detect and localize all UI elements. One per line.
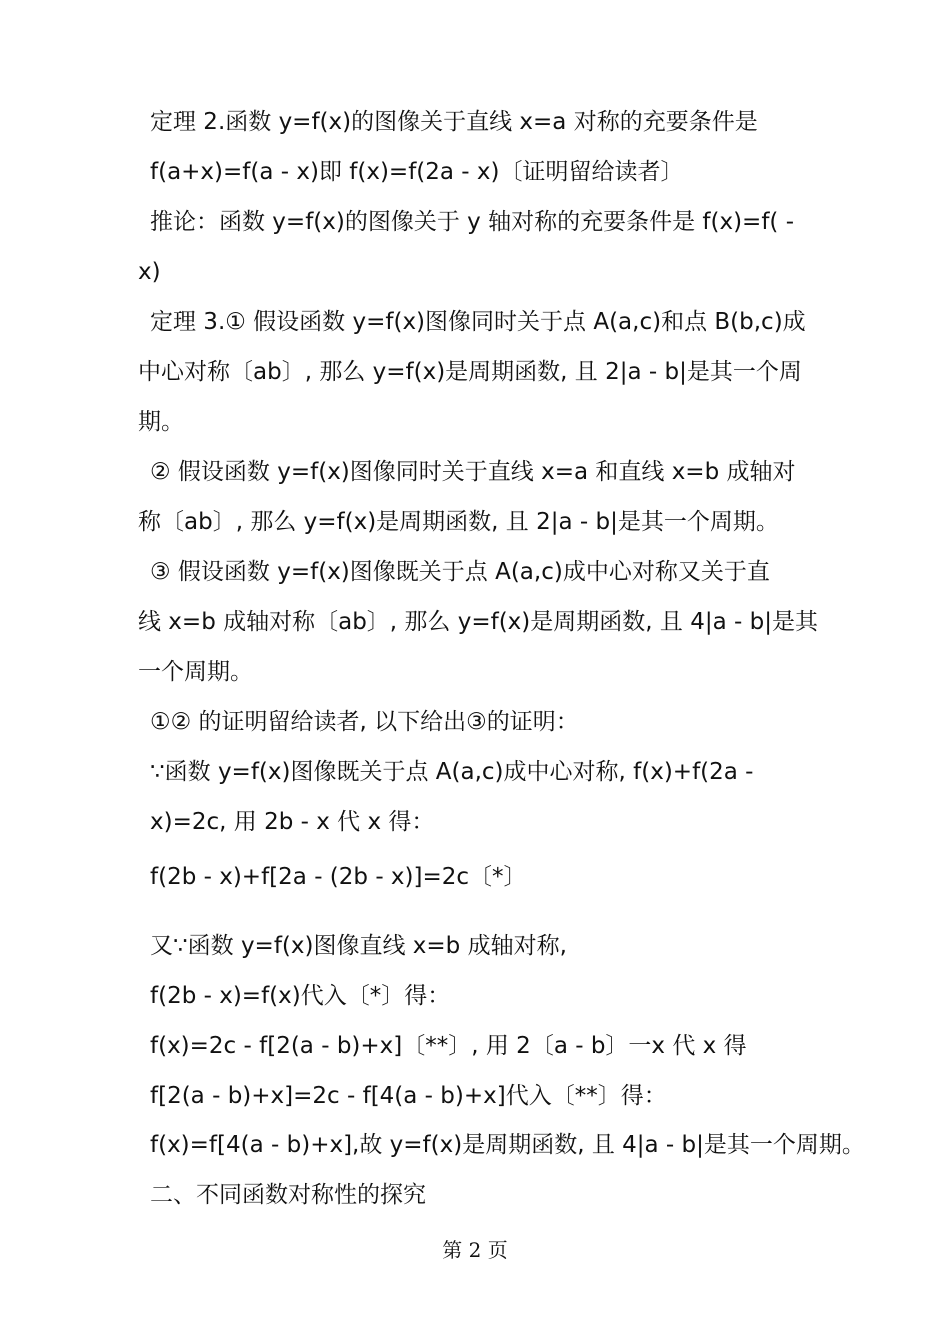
proof-intro-line: ①② 的证明留给读者, 以下给出③的证明： (150, 709, 579, 735)
corollary-line-1: 推论：函数 y=f(x)的图像关于 y 轴对称的充要条件是 f(x)=f( - (150, 209, 794, 235)
proof-line-4: f(2b - x)=f(x)代入〔*〕得： (150, 983, 451, 1009)
theorem-3-line-3: 期。 (138, 409, 184, 435)
page-number: 第 2 页 (442, 1238, 508, 1262)
proof-line-5: f(x)=2c - f[2(a - b)+x]〔**〕, 用 2〔a - b〕一x 代 x 得 (150, 1033, 747, 1059)
proof-conclusion-line: f(x)=f[4(a - b)+x],故 y=f(x)是周期函数, 且 4|a - b|是其一个周期。 (150, 1132, 865, 1158)
item-3-line-2: 线 x=b 成轴对称〔ab〕, 那么 y=f(x)是周期函数, 且 4|a - b|是其 (138, 609, 818, 635)
corollary-line-2: x) (138, 259, 161, 285)
item-3-line-1: ③ 假设函数 y=f(x)图像既关于点 A(a,c)成中心对称又关于直 (150, 559, 770, 585)
section-heading: 二、不同函数对称性的探究 (150, 1182, 426, 1208)
proof-line-2: x)=2c, 用 2b - x 代 x 得： (150, 809, 435, 835)
theorem-3-line-2: 中心对称〔ab〕, 那么 y=f(x)是周期函数, 且 2|a - b|是其一个周 (138, 359, 802, 385)
proof-line-3: 又∵函数 y=f(x)图像直线 x=b 成轴对称, (150, 933, 567, 959)
proof-formula-1: f(2b - x)+f[2a - (2b - x)]=2c〔*〕 (150, 864, 527, 890)
theorem-3-line-1: 定理 3.① 假设函数 y=f(x)图像同时关于点 A(a,c)和点 B(b,c)成 (150, 309, 806, 335)
proof-line-6: f[2(a - b)+x]=2c - f[4(a - b)+x]代入〔**〕得： (150, 1083, 667, 1109)
theorem-2-line-2: f(a+x)=f(a - x)即 f(x)=f(2a - x)〔证明留给读者〕 (150, 159, 684, 185)
item-2-line-1: ② 假设函数 y=f(x)图像同时关于直线 x=a 和直线 x=b 成轴对 (150, 459, 796, 485)
item-2-line-2: 称〔ab〕, 那么 y=f(x)是周期函数, 且 2|a - b|是其一个周期。 (138, 509, 779, 535)
proof-line-1: ∵函数 y=f(x)图像既关于点 A(a,c)成中心对称, f(x)+f(2a - (150, 759, 754, 785)
theorem-2-line-1: 定理 2.函数 y=f(x)的图像关于直线 x=a 对称的充要条件是 (150, 109, 758, 135)
item-3-line-3: 一个周期。 (138, 659, 253, 685)
